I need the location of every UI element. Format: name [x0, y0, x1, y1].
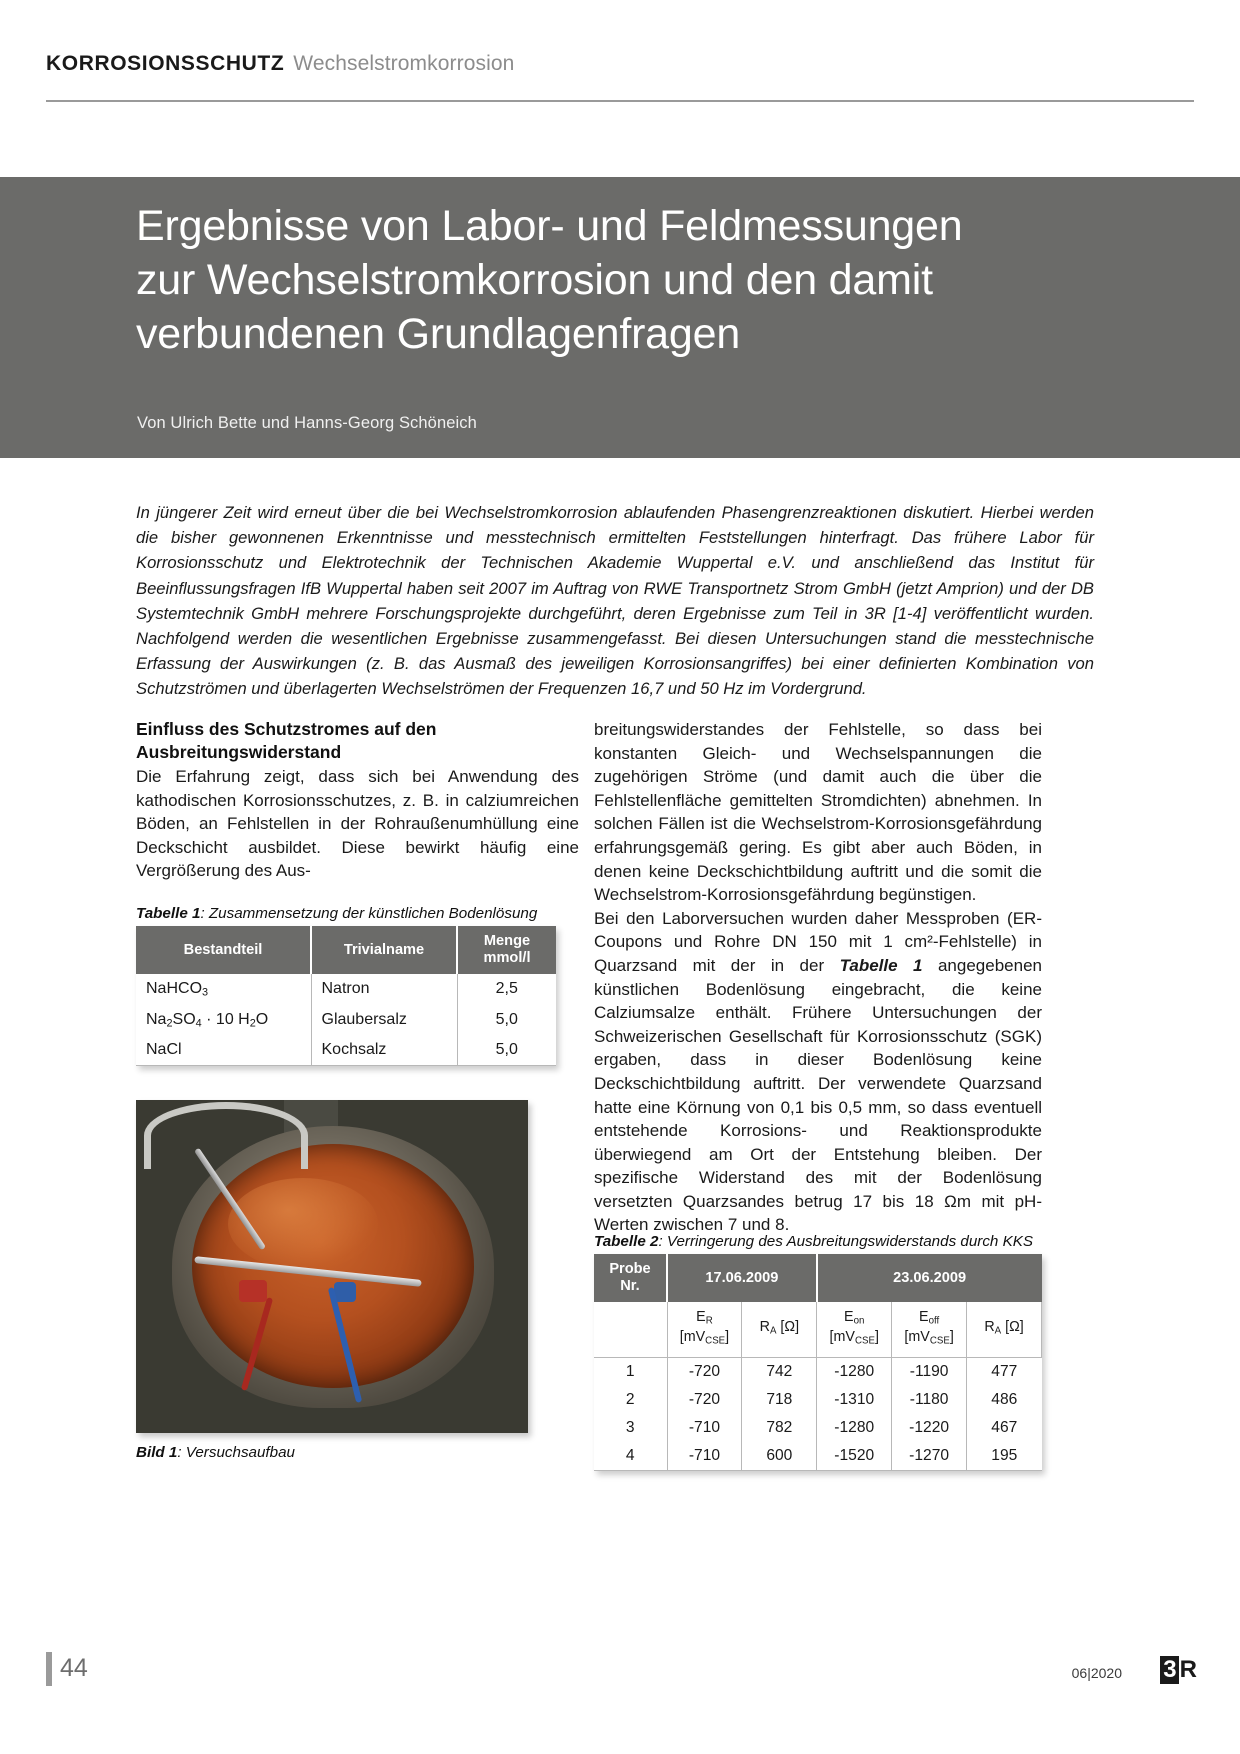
photo-canvas: [136, 1100, 528, 1433]
table2-header: [594, 1254, 1042, 1302]
table2-cell-nr: 1: [594, 1357, 667, 1386]
table2-header-row-dates: [594, 1254, 1042, 1302]
table2-cell-eon: -1280: [817, 1414, 892, 1442]
table1-caption: [136, 904, 537, 924]
table2-cell-eon: -1310: [817, 1386, 892, 1414]
table1-header-row: [136, 926, 556, 974]
table2-caption: [594, 1232, 1033, 1252]
table2-cell-ra2: 477: [991, 1362, 1018, 1380]
table2-cell-eoff: -1220: [892, 1414, 967, 1442]
table2-cell-eoff: -1180: [892, 1386, 967, 1414]
table2-cell-ra1: 782: [742, 1414, 817, 1442]
page-title-line-3: verbundenen Grundlagenfragen: [136, 310, 741, 358]
table2-caption-label: Tabelle 2: [594, 1233, 659, 1250]
table2-cell-nr: 4: [594, 1442, 667, 1471]
table1-cell-formula: NaCl: [136, 1035, 311, 1066]
rc-p2-pre: Bei den Laborversuchen wurden daher Messproben (ER-Coupons und Rohre DN 150 mit 1 cm²-Fehlstelle) in Quarzsand mit der in der: [594, 908, 1042, 975]
table1-container: [136, 926, 556, 1066]
table2-subheader-cell-3: $E_{off}$ $[mV_{CSE}]$: [892, 1302, 967, 1357]
footer-rule: [46, 1652, 52, 1686]
table1-caption-text: : Zusammensetzung der künstlichen Bodenlösung: [200, 905, 538, 922]
right-column: [594, 718, 1042, 1237]
running-head: [46, 52, 1196, 76]
table2-cell-ra1: 600: [742, 1442, 817, 1471]
table2: [594, 1254, 1042, 1471]
section-heading-line-1: Einfluss des Schutzstromes auf den: [136, 719, 437, 739]
table2-cell-er: -720: [667, 1357, 742, 1386]
table2-cell-ra2: 467: [991, 1418, 1018, 1436]
table2-col-probe-nr: [594, 1254, 667, 1302]
table2-col-probe-line2: Nr.: [620, 1278, 640, 1294]
page-title: [136, 199, 1066, 361]
table1-cell-amount: 2,5: [495, 980, 518, 998]
table2-subheader-cell-0: $E_R$ $[mV_{CSE}]$: [667, 1302, 742, 1357]
issue-number: 06|2020: [1071, 1665, 1122, 1681]
table1-col-menge-line2: mmol/l: [483, 950, 531, 966]
right-column-paragraph-1: breitungswiderstandes der Fehlstelle, so dass bei konstanten Gleich- und Wechselspannungen die zugehörigen Ströme (und damit auch die über die Fehlstellenfläche gemittelten Stromdichten) abnehmen. In solchen Fällen ist die Wechselstrom-Korrosionsgefährdung erfahrungsgemäß gering. Es gibt aber auch Böden, in denen keine Deckschichtbildung auftritt und die somit die Wechselstrom-Korrosionsgefährdung begünstigen.: [594, 720, 1042, 905]
table1-header: [136, 926, 556, 974]
left-column: [136, 718, 579, 883]
photo-hose: [144, 1102, 308, 1169]
table1-cell-amount: 5,0: [495, 1011, 518, 1029]
table2-cell-nr: 3: [594, 1414, 667, 1442]
table2-cell-ra1: 742: [742, 1357, 817, 1386]
table2-col-probe-line1: Probe: [609, 1261, 651, 1277]
table1-body: [136, 974, 556, 1066]
publisher-logo: [1160, 1656, 1196, 1684]
table2-cell-er: -720: [667, 1386, 742, 1414]
table2-group-date-1: 17.06.2009: [667, 1254, 817, 1302]
table1-col-bestandteil: Bestandteil: [136, 926, 311, 974]
table2-cell-ra2: 195: [967, 1442, 1042, 1471]
table1-cell-formula: $Na_2SO_4 \cdot 10$ $H_2O$: [136, 1005, 311, 1036]
table-row: [594, 1442, 1042, 1471]
right-column-paragraph-2: [594, 907, 1042, 1237]
table2-cell-er: -710: [667, 1414, 742, 1442]
table2-cell-ra1: 718: [742, 1386, 817, 1414]
table1-cell-trivialname: Glaubersalz: [311, 1005, 457, 1036]
author-byline: Von Ulrich Bette und Hanns-Georg Schöneich: [137, 414, 477, 432]
table1-col-trivialname: Trivialname: [311, 926, 457, 974]
figure1-caption: [136, 1444, 295, 1461]
section-heading: [136, 718, 579, 764]
table-row: [136, 1035, 556, 1066]
photo-clamp-blue: [334, 1282, 356, 1302]
figure1-caption-label: Bild 1: [136, 1444, 178, 1461]
section-heading-line-2: Ausbreitungswiderstand: [136, 742, 342, 762]
table2-group-date-2: 23.06.2009: [817, 1254, 1042, 1302]
table2-subheader-cell-1: $R_A$ [Ω]: [742, 1302, 817, 1357]
table2-cell-nr: 2: [594, 1386, 667, 1414]
table2-cell-eoff: -1190: [892, 1357, 967, 1386]
page-title-line-1: Ergebnisse von Labor- und Feldmessungen: [136, 202, 963, 250]
photo-clamp-red: [239, 1280, 267, 1302]
table1-cell-amount: 5,0: [495, 1041, 518, 1059]
table1-col-menge: [457, 926, 556, 974]
title-band: [0, 177, 1240, 458]
table1-reference: Tabelle 1: [839, 955, 923, 975]
figure1-caption-text: : Versuchsaufbau: [177, 1444, 295, 1461]
running-head-section: KORROSIONSSCHUTZ: [46, 52, 285, 75]
running-head-topic: Wechselstromkorrosion: [293, 52, 515, 75]
table-row: [136, 1005, 556, 1036]
table2-cell-eoff: -1270: [892, 1442, 967, 1471]
table1-cell-trivialname: Kochsalz: [311, 1035, 457, 1066]
table-row: [594, 1414, 1042, 1442]
table1-caption-label: Tabelle 1: [136, 905, 201, 922]
table2-subheader-cell-2: $E_{on}$ $[mV_{CSE}]$: [817, 1302, 892, 1357]
table2-caption-text: : Verringerung des Ausbreitungswiderstands durch KKS: [658, 1233, 1033, 1250]
table2-subheader-row: [594, 1302, 1042, 1357]
left-column-paragraph: Die Erfahrung zeigt, dass sich bei Anwendung des kathodischen Korrosionsschutzes, z. B. in calziumreichen Böden, an Fehlstellen in der Rohraußenumhüllung eine Deckschicht ausbildet. Diese bewirkt häufig eine Vergrößerung des Aus-: [136, 767, 579, 881]
running-head-divider: [46, 100, 1194, 102]
table-row: [594, 1357, 1042, 1386]
table1: [136, 926, 556, 1066]
table-row: [594, 1386, 1042, 1414]
abstract-paragraph: In jüngerer Zeit wird erneut über die bei Wechselstromkorrosion ablaufenden Phasengrenzreaktionen diskutiert. Hierbei werden die bisher gewonnenen Erkenntnisse und messtechnisch ermittelten Feststellungen hinterfragt. Das frühere Labor für Korrosionsschutz und Elektrotechnik der Technischen Akademie Wuppertal e.V. und anschließend das Institut für Beeinflussungsfragen IfB Wuppertal haben seit 2007 im Auftrag von RWE Transportnetz Strom GmbH (jetzt Amprion) und der DB Systemtechnik GmbH mehrere Forschungsprojekte durchgeführt, deren Ergebnisse zum Teil in 3R [1-4] veröffentlicht wurden. Nachfolgend werden die wesentlichen Ergebnisse zusammengefasst. Bei diesen Untersuchungen stand die messtechnische Erfassung der Auswirkungen (z. B. das Ausmaß des jeweiligen Korrosionsangriffes) bei einer definierten Kombination von Schutzströmen und überlagerten Wechselströmen der Frequenzen 16,7 und 50 Hz im Vordergrund.: [136, 503, 1094, 699]
table2-cell-ra2: 486: [991, 1390, 1018, 1408]
table2-cell-eon: -1280: [817, 1357, 892, 1386]
table2-cell-eon: -1520: [817, 1442, 892, 1471]
logo-r: R: [1179, 1656, 1196, 1683]
table1-cell-formula: NaHCO$_3$: [136, 974, 311, 1005]
logo-three: 3: [1160, 1656, 1178, 1684]
table2-subheader-blank: [594, 1302, 667, 1357]
table1-cell-trivialname: Natron: [311, 974, 457, 1005]
table2-container: [594, 1254, 1042, 1471]
table-row: [136, 974, 556, 1005]
rc-p2-post: angegebenen künstlichen Bodenlösung eingebracht, die keine Calziumsalze enthält. Frühere Untersuchungen der Schweizerischen Gesellschaft für Korrosionsschutz (SGK) ergaben, dass in dieser Bodenlösung keine Deckschichtbildung auftritt. Der verwendete Quarzsand hatte eine Körnung von 0,1 bis 0,5 mm, so dass eventuell entstehende Korrosions- und Reaktionsprodukte überwiegend am Ort der Entstehung bleiben. Der spezifische Widerstand des mit der Bodenlösung versetzten Quarzsandes betrug 17 bis 18 Ωm mit pH-Werten zwischen 7 und 8.: [594, 955, 1042, 1235]
table2-cell-er: -710: [667, 1442, 742, 1471]
table1-col-menge-line1: Menge: [483, 933, 531, 949]
table2-body: [594, 1302, 1042, 1470]
figure-1-photo: [136, 1100, 528, 1433]
page-number: 44: [60, 1654, 88, 1682]
table2-subheader-cell-4: $R_A$ [Ω]: [967, 1302, 1042, 1357]
page-title-line-2: zur Wechselstromkorrosion und den damit: [136, 256, 933, 304]
